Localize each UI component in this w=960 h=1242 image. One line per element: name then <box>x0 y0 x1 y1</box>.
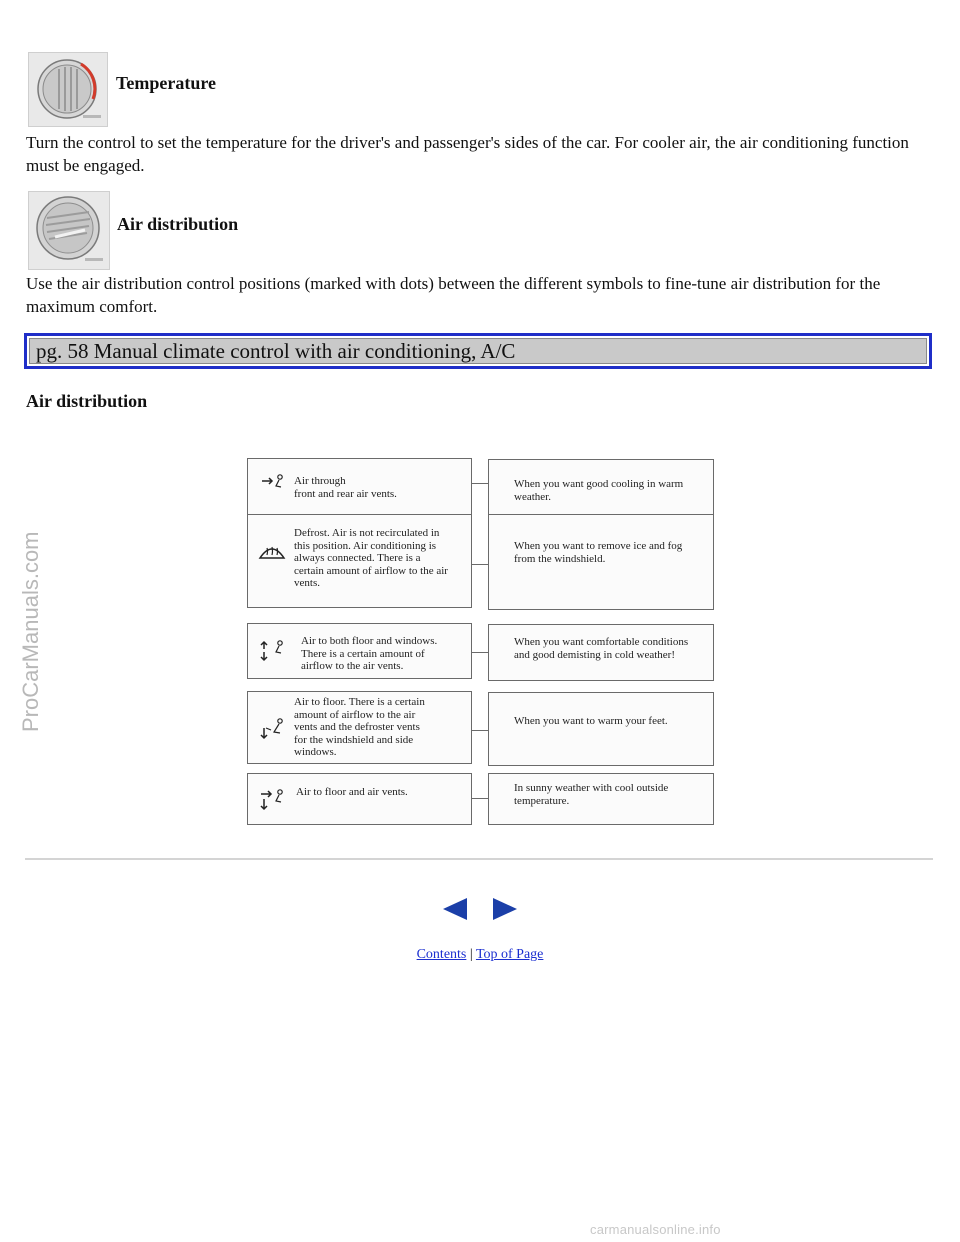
recommendation-box <box>488 624 714 681</box>
recommendation-text: When you want to remove ice and fog from the windshield. <box>514 540 683 565</box>
setting-box <box>247 514 472 608</box>
connector-line <box>472 483 488 484</box>
recommendation-box <box>488 459 714 516</box>
setting-text: Air through front and rear air vents. <box>294 475 397 500</box>
side-watermark <box>14 470 44 790</box>
recommendation-text: When you want comfortable conditions and good demisting in cold weather! <box>514 636 689 661</box>
air-distribution-diagram <box>245 456 715 828</box>
floor-and-vents-airflow-icon <box>258 787 286 813</box>
recommendation-text: When you want good cooling in warm weather. <box>514 478 684 503</box>
floor-and-windows-airflow-icon <box>258 638 286 664</box>
recommendation-box <box>488 514 714 610</box>
page-navigation <box>443 897 517 921</box>
page-banner <box>24 333 932 369</box>
air-distribution-text: Use the air distribution control positions (marked with dots) between the different symbols to fine-tune air distribution for the maximum comfort. <box>26 274 881 316</box>
footer-links <box>0 947 960 963</box>
temperature-text: Turn the control to set the temperature for the driver's and passenger's sides of the car. For cooler air, the air conditioning function must be engaged. <box>26 133 909 175</box>
connector-line <box>472 798 488 799</box>
section-heading: Air distribution <box>26 391 148 411</box>
air-distribution-heading: Air distribution <box>117 214 239 234</box>
setting-box <box>247 458 472 515</box>
page-banner-title: pg. 58 Manual climate control with air conditioning, A/C <box>29 338 927 364</box>
defrost-icon <box>258 538 286 564</box>
recommendation-text: In sunny weather with cool outside temperature. <box>514 782 669 807</box>
next-page-arrow-icon[interactable] <box>493 898 517 920</box>
previous-page-arrow-icon[interactable] <box>443 898 467 920</box>
footer-separator: | <box>469 947 473 962</box>
setting-box <box>247 773 472 825</box>
recommendation-text: When you want to warm your feet. <box>514 715 668 727</box>
setting-text: Air to both floor and windows. There is a certain amount of airflow to the air vents. <box>301 635 438 672</box>
vent-airflow-icon <box>258 472 286 498</box>
contents-link[interactable]: Contents <box>416 947 467 962</box>
setting-box <box>247 623 472 679</box>
setting-box <box>247 691 472 764</box>
setting-text: Defrost. Air is not recirculated in this position. Air conditioning is always connected. There is a certain amount of airflow to the air vents. <box>294 527 448 589</box>
bottom-watermark: carmanualsonline.info <box>590 1222 721 1237</box>
horizontal-divider <box>25 858 933 861</box>
top-of-page-link[interactable]: Top of Page <box>475 947 544 962</box>
temperature-knob-icon <box>28 52 108 127</box>
recommendation-box <box>488 692 714 766</box>
temperature-heading: Temperature <box>116 73 216 93</box>
connector-line <box>472 730 488 731</box>
floor-airflow-icon <box>258 716 286 742</box>
air-distribution-knob-icon <box>28 191 110 270</box>
recommendation-box <box>488 773 714 825</box>
connector-line <box>472 652 488 653</box>
connector-line <box>472 564 488 565</box>
setting-text: Air to floor and air vents. <box>296 786 408 798</box>
side-watermark-text: ProCarManuals.com <box>18 531 43 732</box>
setting-text: Air to floor. There is a certain amount of airflow to the air vents and the defroster vents for the windshield and side windows. <box>294 696 425 758</box>
